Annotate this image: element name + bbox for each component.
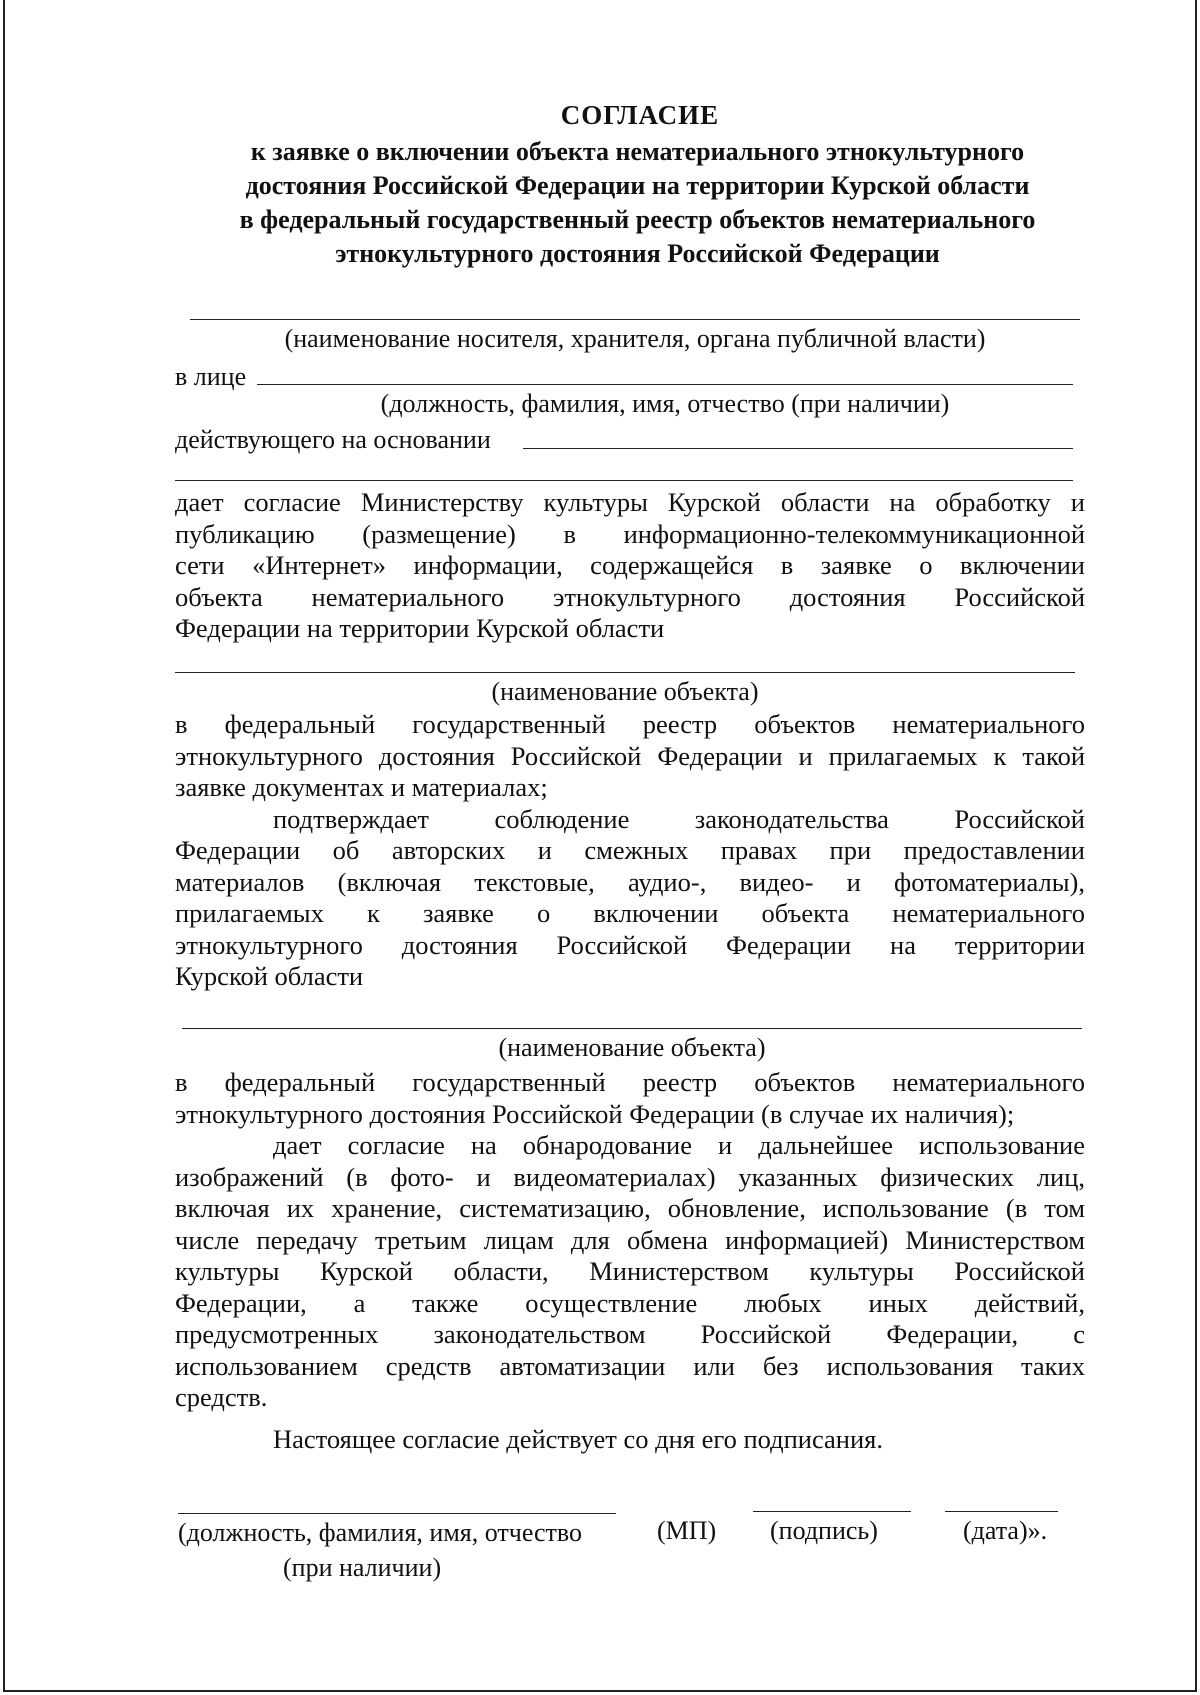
carrier-name-field[interactable] (190, 319, 1080, 320)
signatory-position-caption-cont: (при наличии) (283, 1553, 442, 1582)
document-title: СОГЛАСИЕ (560, 100, 720, 130)
position-caption: (должность, фамилия, имя, отчество (при наличии) (380, 389, 950, 418)
text-line: прилагаемых к заявке о включении объекта нематериального (175, 898, 1085, 928)
text-line: использованием средств автоматизации или без использования таких (175, 1350, 1085, 1381)
subtitle-line: к заявке о включении объекта нематериального этнокультурного (250, 137, 1025, 166)
text-line: в федеральный государственный реестр объектов нематериального (175, 709, 1085, 739)
text-line: этнокультурного достояния Российской Федерации (в случае их наличия); (175, 1098, 1015, 1129)
consent-paragraph-3 (175, 1067, 1085, 1414)
stamp-caption: (МП) (657, 1516, 717, 1545)
signature-caption: (подпись) (770, 1516, 878, 1545)
text-line: дает согласие на обнародование и дальнейшее использование (273, 1130, 1085, 1160)
acting-basis-label: действующего на основании (175, 425, 491, 454)
in-person-label: в лице (175, 362, 247, 391)
text-line: публикацию (размещение) в информационно-телекоммуникационной (175, 518, 1085, 549)
document-subtitle (195, 135, 1080, 271)
text-line: в федеральный государственный реестр объектов нематериального (175, 1067, 1085, 1097)
subtitle-line: достояния Российской Федерации на территории Курской области (245, 171, 1030, 200)
text-line: предусмотренных законодательством Российской Федерации, с (175, 1319, 1085, 1349)
date-field[interactable] (945, 1511, 1058, 1512)
text-line: этнокультурного достояния Российской Федерации на территории (175, 929, 1085, 960)
subtitle-line: этнокультурного достояния Российской Федерации (335, 239, 940, 268)
consent-paragraph-1 (175, 487, 1085, 645)
object-caption-2: (наименование объекта) (498, 1033, 766, 1062)
object-name-field-2[interactable] (182, 1028, 1082, 1029)
subtitle-line: в федеральный государственный реестр объектов нематериального (239, 205, 1036, 234)
text-line: заявке документах и материалах; (175, 772, 548, 802)
text-line: средств. (175, 1382, 268, 1412)
signatory-position-field[interactable] (178, 1513, 616, 1514)
signature-field[interactable] (753, 1511, 911, 1512)
text-line: дает согласие Министерству культуры Курской области на обработку и (175, 487, 1085, 517)
text-line: Федерации об авторских и смежных правах при предоставлении (175, 835, 1085, 865)
object-caption-1: (наименование объекта) (491, 677, 759, 706)
text-line: числе передачу третьим лицам для обмена информацией) Министерством (175, 1224, 1085, 1255)
carrier-caption: (наименование носителя, хранителя, органа публичной власти) (284, 324, 986, 353)
text-line: Курской области (175, 961, 364, 991)
text-line: включая их хранение, систематизацию, обновление, использование (в том (175, 1193, 1085, 1223)
acting-basis-field[interactable] (523, 448, 1073, 449)
validity-statement: Настоящее согласие действует со дня его подписания. (273, 1424, 883, 1454)
object-name-field-1[interactable] (175, 672, 1075, 673)
text-line: изображений (в фото- и видеоматериалах) указанных физических лиц, (175, 1161, 1085, 1192)
signatory-position-caption: (должность, фамилия, имя, отчество (178, 1518, 583, 1547)
date-caption: (дата)». (963, 1516, 1048, 1545)
text-line: объекта нематериального этнокультурного достояния Российской (175, 581, 1085, 612)
text-line: Федерации, а также осуществление любых иных действий, (175, 1287, 1085, 1318)
text-line: Федерации на территории Курской области (175, 613, 665, 643)
consent-paragraph-2 (175, 709, 1085, 993)
text-line: культуры Курской области, Министерством культуры Российской (175, 1256, 1085, 1286)
acting-basis-field-continued[interactable] (175, 480, 1073, 481)
text-line: этнокультурного достояния Российской Федерации и прилагаемых к такой (175, 740, 1085, 771)
text-line: материалов (включая текстовые, аудио-, видео- и фотоматериалы), (175, 866, 1085, 897)
text-line: сети «Интернет» информации, содержащейся в заявке о включении (175, 550, 1085, 580)
text-line: подтверждает соблюдение законодательства Российской (273, 803, 1085, 834)
in-person-field[interactable] (257, 384, 1073, 385)
